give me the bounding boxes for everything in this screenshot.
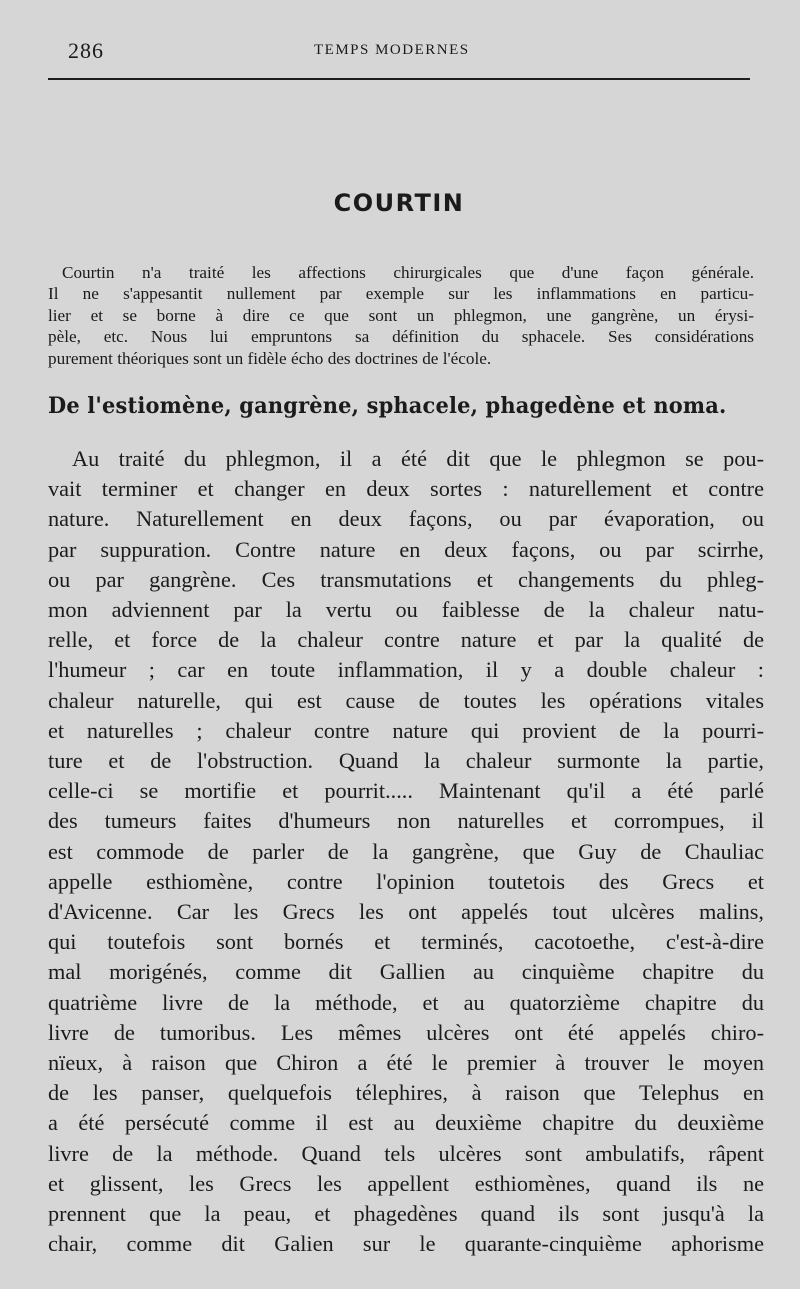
intro-line: pèle, etc. Nous lui empruntons sa définition du sphacele. Ses considérations	[48, 327, 754, 347]
body-line: nature. Naturellement en deux façons, ou par évaporation, ou	[48, 506, 764, 532]
body-paragraph	[48, 444, 764, 1259]
body-line: prennent que la peau, et phagedènes quand ils sont jusqu'à la	[48, 1201, 764, 1227]
body-line: chaleur naturelle, qui est cause de toutes les opérations vitales	[48, 687, 764, 713]
body-line: et naturelles ; chaleur contre nature qui provient de la pourri-	[48, 717, 764, 743]
body-line: est commode de parler de la gangrène, que Guy de Chauliac	[48, 838, 764, 864]
header-rule	[48, 78, 750, 80]
intro-line: purement théoriques sont un fidèle écho des doctrines de l'école.	[48, 348, 492, 368]
body-line: livre de la méthode. Quand tels ulcères sont ambulatifs, râpent	[48, 1140, 764, 1166]
chapter-title: COURTIN	[333, 189, 465, 217]
body-line: des tumeurs faites d'humeurs non naturelles et corrompues, il	[48, 808, 764, 834]
body-line: mon adviennent par la vertu ou faiblesse de la chaleur natu-	[48, 597, 764, 623]
intro-line: Il ne s'appesantit nullement par exemple sur les inflammations en particu-	[48, 284, 754, 304]
body-line: de les panser, quelquefois télephires, à raison que Telephus en	[48, 1080, 764, 1106]
body-line: a été persécuté comme il est au deuxième chapitre du deuxième	[48, 1110, 764, 1136]
body-line: ou par gangrène. Ces transmutations et changements du phleg-	[48, 566, 764, 592]
body-line: chair, comme dit Galien sur le quarante-cinquième aphorisme	[48, 1231, 764, 1257]
body-line: nïeux, à raison que Chiron a été le premier à trouver le moyen	[48, 1050, 764, 1076]
body-line: et glissent, les Grecs les appellent esthiomènes, quand ils ne	[48, 1170, 764, 1196]
intro-line: Courtin n'a traité les affections chirurgicales que d'une façon générale.	[62, 263, 754, 282]
page-header	[68, 38, 750, 68]
section-heading: De l'estiomène, gangrène, sphacele, phagedène et noma.	[48, 393, 727, 419]
body-line: vait terminer et changer en deux sortes : naturellement et contre	[48, 476, 764, 502]
body-line: quatrième livre de la méthode, et au quatorzième chapitre du	[48, 989, 764, 1015]
body-line: Au traité du phlegmon, il a été dit que le phlegmon se pou-	[72, 446, 764, 471]
body-line: relle, et force de la chaleur contre nature et par la qualité de	[48, 627, 764, 653]
running-head: TEMPS MODERNES	[314, 42, 470, 58]
body-line: par suppuration. Contre nature en deux façons, ou par scirrhe,	[48, 536, 764, 562]
intro-line: lier et se borne à dire ce que sont un phlegmon, une gangrène, un érysi-	[48, 305, 754, 325]
body-line: livre de tumoribus. Les mêmes ulcères ont été appelés chiro-	[48, 1019, 764, 1045]
page-number: 286	[68, 38, 104, 63]
body-line: qui toutefois sont bornés et terminés, cacotoethe, c'est-à-dire	[48, 929, 764, 955]
body-line: ture et de l'obstruction. Quand la chaleur surmonte la partie,	[48, 748, 764, 774]
body-line: celle-ci se mortifie et pourrit..... Maintenant qu'il a été parlé	[48, 778, 764, 804]
body-line: mal morigénés, comme dit Gallien au cinquième chapitre du	[48, 959, 764, 985]
body-line: d'Avicenne. Car les Grecs les ont appelés tout ulcères malins,	[48, 899, 764, 925]
body-line: l'humeur ; car en toute inflammation, il y a double chaleur :	[48, 657, 764, 683]
intro-paragraph	[48, 262, 754, 369]
body-line: appelle esthiomène, contre l'opinion toutetois des Grecs et	[48, 868, 764, 894]
